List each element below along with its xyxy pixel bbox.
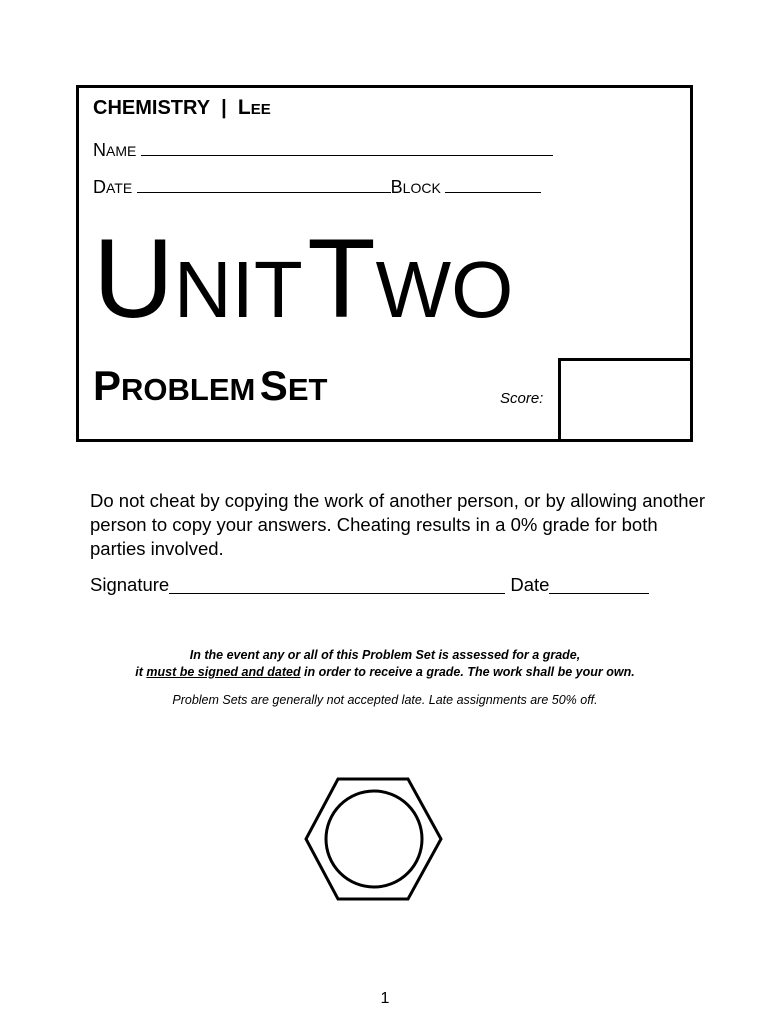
notice-part-a: it	[135, 665, 147, 679]
subtitle-word2-rest: ET	[287, 372, 328, 407]
course-teacher-line	[93, 96, 271, 120]
title-word1-cap: U	[93, 216, 174, 341]
unit-title	[93, 216, 514, 341]
problem-set-title	[93, 362, 328, 409]
signature-label: Signature	[90, 574, 170, 595]
name-field[interactable]	[141, 141, 553, 156]
signature-line	[90, 574, 649, 596]
title-word2-cap: T	[307, 216, 376, 341]
title-word1-rest: NIT	[173, 245, 303, 334]
notice-part-c: in order to receive a grade. The work shall be your own.	[300, 665, 635, 679]
teacher-initial: L	[237, 96, 251, 119]
subtitle-word2-cap: S	[259, 362, 288, 409]
name-label-rest: AME	[106, 143, 137, 159]
header-box	[76, 85, 693, 442]
block-field[interactable]	[445, 178, 541, 193]
separator: |	[221, 97, 227, 119]
signature-date-field[interactable]	[549, 577, 649, 594]
block-label-rest: LOCK	[402, 180, 441, 196]
signature-date-label: Date	[510, 574, 550, 595]
honesty-statement: Do not cheat by copying the work of another person, or by allowing another person to copy your answers. Cheating results in a 0% grade for both parties involved.	[90, 490, 705, 559]
score-label: Score:	[500, 390, 544, 407]
course-name: CHEMISTRY	[93, 97, 211, 119]
grading-notice-line1: In the event any or all of this Problem Set is assessed for a grade,	[189, 648, 581, 662]
grading-notice-line2	[0, 665, 770, 679]
late-policy: Problem Sets are generally not accepted late. Late assignments are 50% off.	[172, 693, 598, 707]
notice-underlined: must be signed and dated	[146, 665, 301, 679]
benzene-ring-icon	[304, 776, 444, 902]
name-label-initial: N	[93, 140, 106, 160]
signature-field[interactable]	[169, 577, 505, 594]
date-label-rest: ATE	[106, 180, 133, 196]
teacher-rest: EE	[250, 101, 271, 118]
score-box[interactable]	[558, 358, 690, 439]
block-label-initial: B	[390, 177, 403, 197]
subtitle-word1-rest: ROBLEM	[121, 372, 256, 407]
page-number: 1	[380, 990, 390, 1007]
date-label-initial: D	[93, 177, 106, 197]
date-block-line	[93, 177, 541, 198]
subtitle-word1-cap: P	[93, 362, 122, 409]
title-word2-rest: WO	[375, 245, 514, 334]
name-line	[93, 140, 553, 161]
date-field[interactable]	[137, 178, 391, 193]
